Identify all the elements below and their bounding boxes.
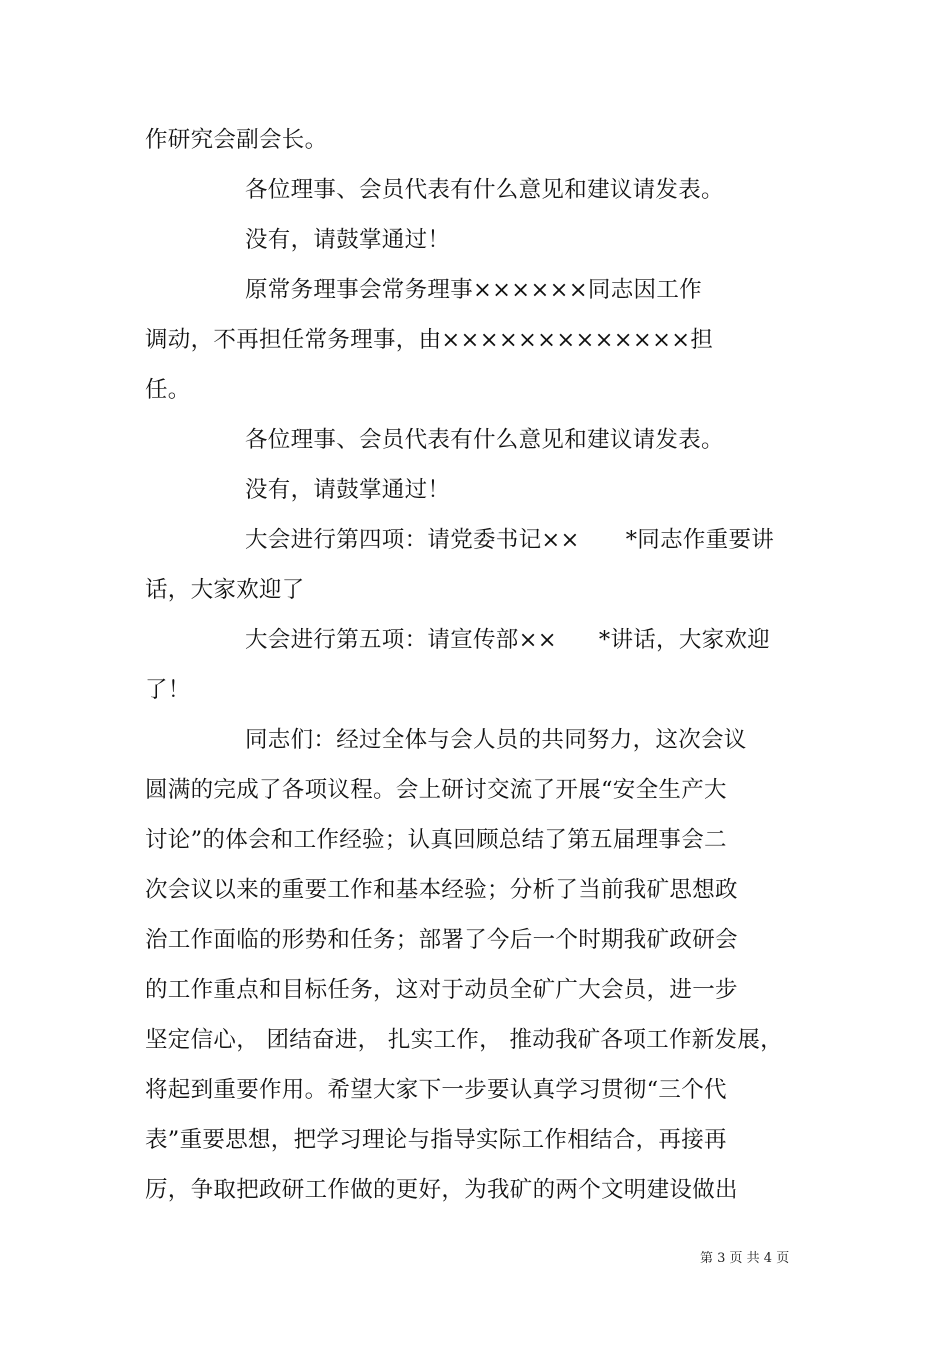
text-segment: 大会进行第五项：请宣传部×× <box>245 627 557 653</box>
text-line: 治工作面临的形势和任务；部署了今后一个时期我矿政研会 <box>145 927 738 953</box>
text-line: 的工作重点和目标任务，这对于动员全矿广大会员，进一步 <box>145 977 738 1003</box>
text-line: 圆满的完成了各项议程。会上研讨交流了开展“安全生产大 <box>145 777 727 803</box>
text-line: 调动，不再担任常务理事，由×××××××××××××担 <box>145 327 714 353</box>
text-line: 作研究会副会长。 <box>145 127 328 153</box>
text-segment: 大会进行第四项：请党委书记×× <box>245 527 580 553</box>
text-line: 表”重要思想，把学习理论与指导实际工作相结合，再接再 <box>145 1127 727 1153</box>
text-segment: *讲话，大家欢迎 <box>598 627 771 653</box>
text-line: 次会议以来的重要工作和基本经验；分析了当前我矿思想政 <box>145 877 738 903</box>
text-line: 没有，请鼓掌通过！ <box>245 227 451 253</box>
text-line: 厉，争取把政研工作做的更好，为我矿的两个文明建设做出 <box>145 1177 738 1203</box>
text-line <box>245 525 774 555</box>
text-line: 没有，请鼓掌通过！ <box>245 477 451 503</box>
text-line: 讨论”的体会和工作经验；认真回顾总结了第五届理事会二 <box>145 827 727 853</box>
text-line: 同志们：经过全体与会人员的共同努力，这次会议 <box>245 727 747 753</box>
text-segment: *同志作重要讲 <box>625 527 775 553</box>
page-number-footer: 第 3 页 共 4 页 <box>700 1251 790 1266</box>
text-line: 各位理事、会员代表有什么意见和建议请发表。 <box>245 427 724 453</box>
text-line: 将起到重要作用。希望大家下一步要认真学习贯彻“三个代 <box>145 1077 727 1103</box>
text-line: 了！ <box>145 677 191 703</box>
text-line: 原常务理事会常务理事××××××同志因工作 <box>245 277 702 303</box>
text-line: 坚定信心， 团结奋进， 扎实工作， 推动我矿各项工作新发展， <box>145 1027 783 1053</box>
text-line: 各位理事、会员代表有什么意见和建议请发表。 <box>245 177 724 203</box>
text-line: 任。 <box>145 377 191 403</box>
text-line: 话，大家欢迎了 <box>145 577 305 603</box>
text-line <box>245 625 770 655</box>
